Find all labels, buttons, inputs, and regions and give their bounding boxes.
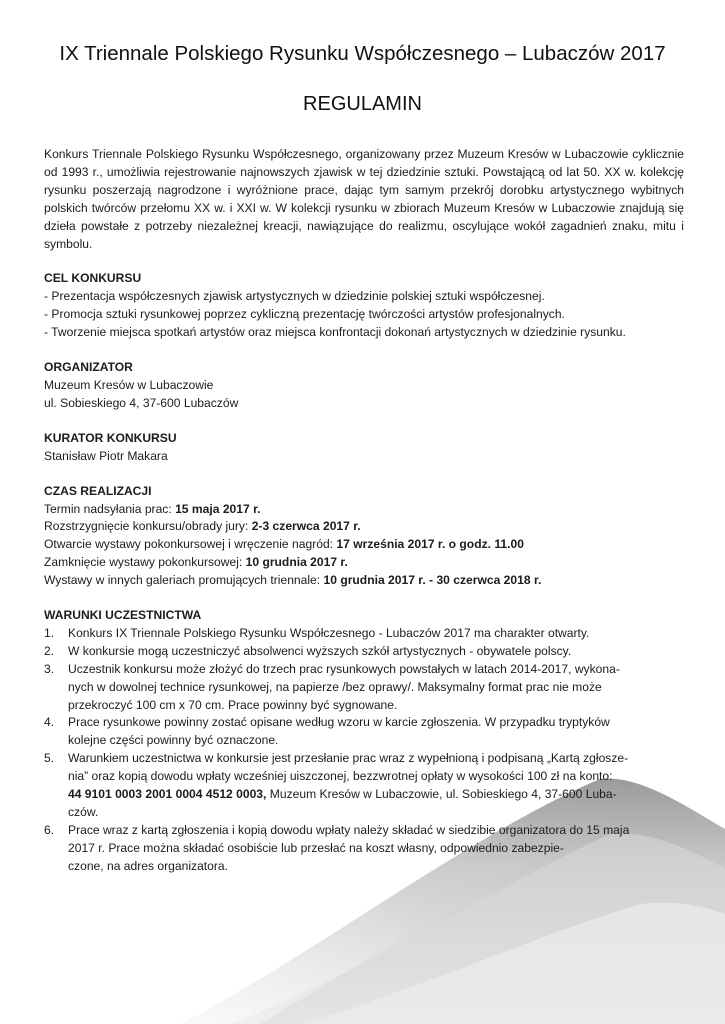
conditions-list	[44, 625, 684, 876]
item-line	[68, 786, 684, 804]
section-heading: CZAS REALIZACJI	[44, 483, 152, 498]
item-line: Konkurs IX Triennale Polskiego Rysunku Współczesnego - Lubaczów 2017 ma charakter otwarty.	[68, 625, 590, 640]
condition-item	[44, 714, 684, 750]
item-line: Warunkiem uczestnictwa w konkursie jest przesłanie prac wraz z wypełnioną i podpisaną „Kartą zgłosze-	[68, 751, 629, 766]
schedule-date: 2-3 czerwca 2017 r.	[251, 519, 361, 534]
organizer-address: ul. Sobieskiego 4, 37-600 Lubaczów	[44, 395, 239, 410]
schedule-row	[44, 501, 684, 519]
schedule-date: 10 grudnia 2017 r.	[245, 555, 348, 570]
section-kurator	[44, 430, 684, 466]
schedule-label: Zamknięcie wystawy pokonkursowej:	[44, 555, 246, 570]
item-line: Uczestnik konkursu może złożyć do trzech prac rysunkowych powstałych w latach 2014-2017, wykona-	[68, 661, 620, 676]
item-line: kolejne części powinny być oznaczone.	[68, 733, 279, 748]
schedule-date: 15 maja 2017 r.	[175, 501, 261, 516]
schedule-label: Wystawy w innych galeriach promujących triennale:	[44, 573, 324, 588]
item-line: Prace rysunkowe powinny zostać opisane według wzoru w karcie zgłoszenia. W przypadku tryptyków	[68, 715, 610, 730]
item-line: nia” oraz kopią dowodu wpłaty wcześniej uiszczonej, bezzwrotnej opłaty w wysokości 100 zł na konto:	[68, 769, 613, 784]
item-number: 4.	[44, 715, 55, 730]
item-line: czone, na adres organizatora.	[68, 858, 229, 873]
condition-item	[44, 750, 684, 822]
list-item: - Promocja sztuki rysunkowej poprzez cykliczną prezentację twórczości artystów profesjonalnych.	[44, 307, 565, 322]
schedule-row	[44, 518, 684, 536]
document-body	[44, 146, 684, 876]
bank-account-number: 44 9101 0003 2001 0004 4512 0003,	[68, 787, 267, 802]
list-item: - Prezentacja współczesnych zjawisk artystycznych w dziedzinie polskiej sztuki współczesnej.	[44, 289, 545, 304]
document-title: IX Triennale Polskiego Rysunku Współczesnego – Lubaczów 2017	[59, 42, 666, 65]
section-heading: ORGANIZATOR	[44, 360, 133, 375]
item-line: Prace wraz z kartą zgłoszenia i kopią dowodu wpłaty należy składać w siedzibie organizatora do 15 maja	[68, 822, 630, 837]
schedule-label: Otwarcie wystawy pokonkursowej i wręczenie nagród:	[44, 537, 337, 552]
section-warunki	[44, 607, 684, 876]
document-subtitle: REGULAMIN	[303, 93, 422, 115]
item-line: nych w dowolnej technice rysunkowej, na papierze /bez oprawy/. Maksymalny format prac nie może	[68, 679, 602, 694]
section-heading: CEL KONKURSU	[44, 271, 142, 286]
section-czas	[44, 483, 684, 590]
section-heading: KURATOR KONKURSU	[44, 430, 177, 445]
condition-item	[44, 661, 684, 715]
intro-paragraph: Konkurs Triennale Polskiego Rysunku Współczesnego, organizowany przez Muzeum Kresów w Lubaczowie cyklicznie od 1993 r., umożliwia rejestrowanie najnowszych zjawisk w tej dziedzinie sztuki. Powstającą od lat 50. XX w. kolekcję rysunku poszerzają nagrodzone i wyróżnione prace, dając tym samym przekrój dorobku artystycznego wybitnych polskich twórców przełomu XX w. i XXI w. W kolekcji rysunku w zbiorach Muzeum Kresów w Lubaczowie znajdują się dzieła powstałe z potrzeby niezależnej kreacji, nawiązujące do realizmu, oscylujące wokół zagadnień znaku, mitu i symbolu.	[44, 147, 684, 251]
item-line: przekroczyć 100 cm x 70 cm. Prace powinny być sygnowane.	[68, 697, 398, 712]
item-line: czów.	[68, 805, 99, 819]
list-item: - Tworzenie miejsca spotkań artystów oraz miejsca konfrontacji dokonań artystycznych w dziedzinie rysunku.	[44, 325, 626, 340]
schedule-label: Rozstrzygnięcie konkursu/obrady jury:	[44, 519, 252, 534]
schedule-row	[44, 572, 684, 590]
organizer-name: Muzeum Kresów w Lubaczowie	[44, 377, 214, 392]
item-number: 3.	[44, 661, 55, 676]
section-cel	[44, 270, 684, 342]
curator-name: Stanisław Piotr Makara	[44, 448, 168, 463]
item-number: 6.	[44, 822, 55, 837]
item-line: W konkursie mogą uczestniczyć absolwenci wyższych szkół artystycznych - obywatele polscy.	[68, 643, 572, 658]
item-number: 2.	[44, 643, 55, 658]
schedule-row	[44, 554, 684, 572]
schedule-row	[44, 536, 684, 554]
item-number: 5.	[44, 751, 55, 766]
schedule-date: 10 grudnia 2017 r. - 30 czerwca 2018 r.	[323, 573, 542, 588]
condition-item	[44, 643, 684, 661]
item-number: 1.	[44, 625, 55, 640]
schedule-date: 17 września 2017 r. o godz. 11.00	[336, 537, 524, 552]
condition-item	[44, 625, 684, 643]
schedule-label: Termin nadsyłania prac:	[44, 501, 176, 516]
section-organizator	[44, 359, 684, 413]
condition-item	[44, 822, 684, 876]
item-line: 2017 r. Prace można składać osobiście lub przesłać na koszt własny, odpowiednio zabezpie-	[68, 840, 564, 855]
section-heading: WARUNKI UCZESTNICTWA	[44, 608, 202, 623]
organizer-address-inline: Muzeum Kresów w Lubaczowie, ul. Sobieskiego 4, 37-600 Luba-	[266, 787, 617, 802]
